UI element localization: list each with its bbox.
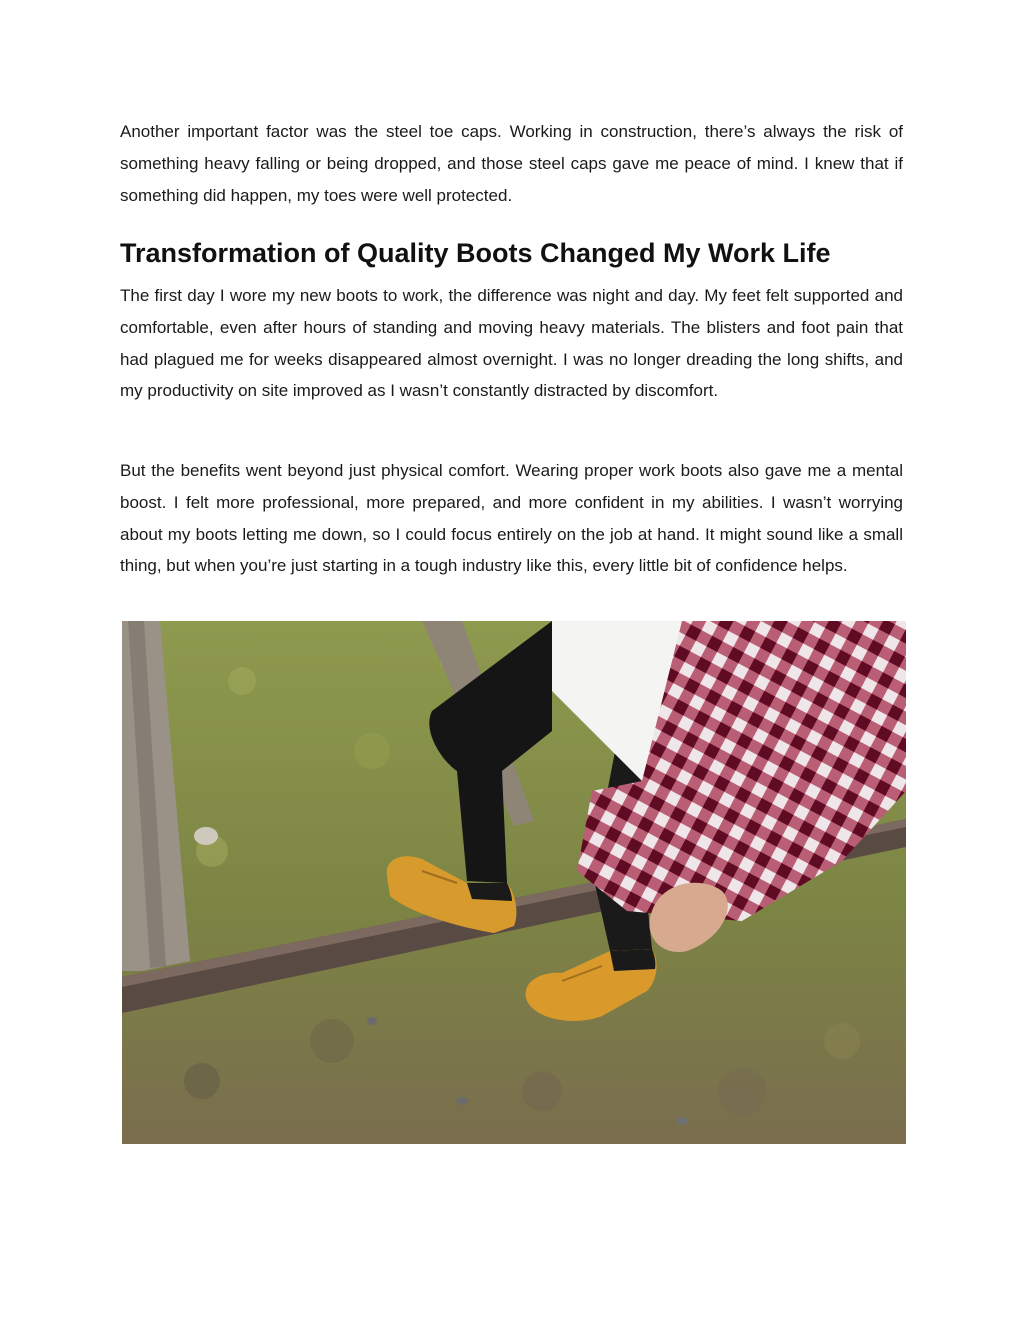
paragraph-benefits: But the benefits went beyond just physical comfort. Wearing proper work boots also gave me a mental boost. I felt more professional, more prepared, and more confident in my abilities. I wasn’t worrying about my boots letting me down, so I could focus entirely on the job at hand. It might sound like a small thing, but when you’re just starting in a tough industry like this, every little bit of confidence helps.	[120, 461, 903, 576]
paragraph-steel-toe: Another important factor was the steel toe caps. Working in construction, there’s always the risk of something heavy falling or being dropped, and those steel caps gave me peace of mind. I knew that if something did happen, my toes were well protected.	[120, 122, 903, 205]
section-heading: Transformation of Quality Boots Changed My Work Life	[120, 238, 831, 268]
paragraph-first-day: The first day I wore my new boots to work, the difference was night and day. My feet felt supported and comfortable, even after hours of standing and moving heavy materials. The blisters and foot pain that had plagued me for weeks disappeared almost overnight. I was no longer dreading the long shifts, and my productivity on site improved as I wasn’t constantly distracted by discomfort.	[120, 286, 903, 401]
boots-on-rail-photo	[122, 621, 906, 1144]
